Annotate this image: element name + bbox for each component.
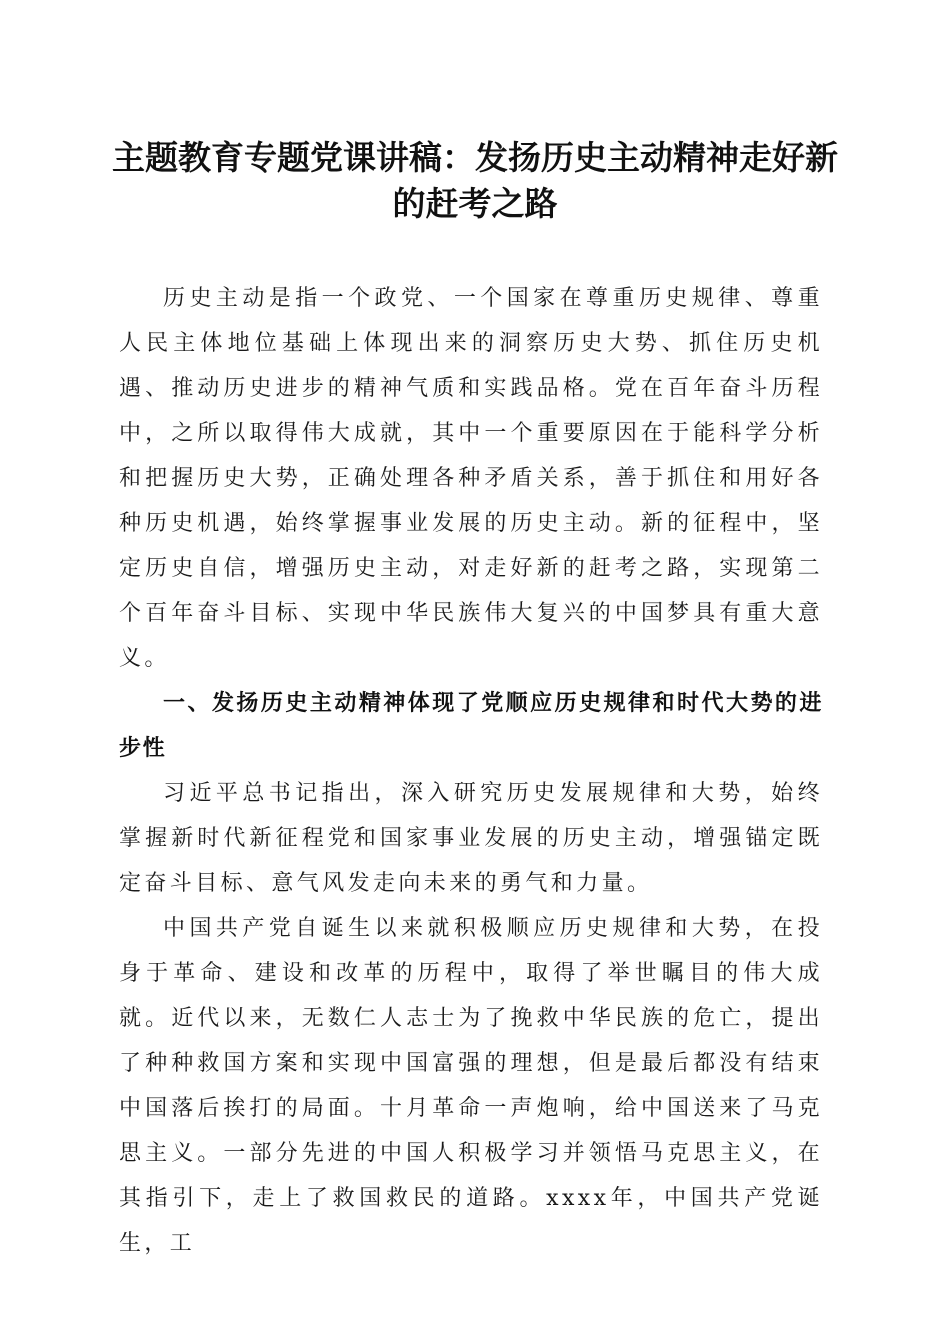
document-body bbox=[119, 276, 823, 1266]
document-title: 主题教育专题党课讲稿：发扬历史主动精神走好新的赶考之路 bbox=[112, 138, 838, 223]
paragraph: 中国共产党自诞生以来就积极顺应历史规律和大势，在投身于革命、建设和改革的历程中，取得了举世瞩目的伟大成就。近代以来，无数仁人志士为了挽救中华民族的危亡，提出了种种救国方案和实现中国富强的理想，但是最后都没有结束中国落后挨打的局面。十月革命一声炮响，给中国送来了马克思主义。一部分先进的中国人积极学习并领悟马克思主义，在其指引下，走上了救国救民的道路。xxxx年，中国共产党诞生，工 bbox=[119, 916, 823, 1256]
paragraph: 历史主动是指一个政党、一个国家在尊重历史规律、尊重人民主体地位基础上体现出来的洞察历史大势、抓住历史机遇、推动历史进步的精神气质和实践品格。党在百年奋斗历程中，之所以取得伟大成就，其中一个重要原因在于能科学分析和把握历史大势，正确处理各种矛盾关系，善于抓住和用好各种历史机遇，始终掌握事业发展的历史主动。新的征程中，坚定历史自信，增强历史主动，对走好新的赶考之路，实现第二个百年奋斗目标、实现中华民族伟大复兴的中国梦具有重大意义。 bbox=[119, 286, 823, 671]
section-heading: 一、发扬历史主动精神体现了党顺应历史规律和时代大势的进步性 bbox=[119, 691, 823, 761]
paragraph: 习近平总书记指出，深入研究历史发展规律和大势，始终掌握新时代新征程党和国家事业发展的历史主动，增强锚定既定奋斗目标、意气风发走向未来的勇气和力量。 bbox=[119, 781, 823, 896]
